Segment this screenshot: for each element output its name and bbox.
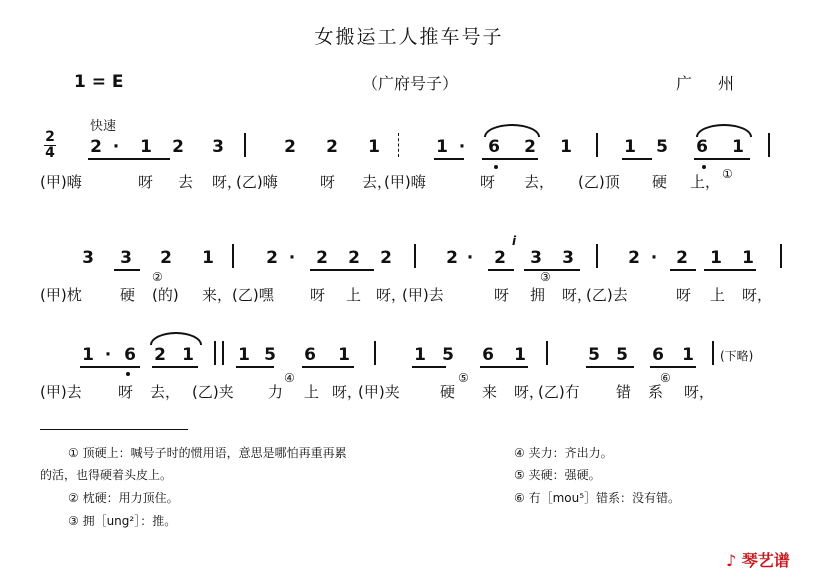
note: 5 (588, 345, 600, 365)
note: 1 (414, 345, 426, 365)
note: 1 (238, 345, 250, 365)
note: 5 (616, 345, 628, 365)
site-logo (726, 548, 790, 571)
note: 2 (446, 248, 458, 268)
lyric: 来 (482, 383, 498, 401)
lyric: 硬 (652, 173, 668, 191)
lyric: (甲)枕 (40, 286, 82, 304)
note: 2 (380, 248, 392, 268)
lyric: (甲)嗨 (40, 173, 82, 191)
lyric: 上， (690, 173, 721, 191)
lyric: 上 (346, 286, 362, 304)
note: 2 (90, 137, 102, 157)
note: 1 (732, 137, 744, 157)
lyric: 硬 (440, 383, 456, 401)
lyric: 呀， (212, 173, 243, 191)
time-signature-top: 2 (45, 129, 55, 145)
note: 2 (172, 137, 184, 157)
lyric: (甲)夹 (358, 383, 400, 401)
lyric: 呀 (138, 173, 154, 191)
footnote-3: ③ 拥［ung²］：推。 (68, 514, 177, 528)
footnote-marker-6: ⑥ (660, 371, 671, 385)
note: 2 (154, 345, 166, 365)
lyrics-line-2 (40, 284, 800, 306)
lyric: 呀 (310, 286, 326, 304)
note: 6 (304, 345, 316, 365)
footnote-1: ① 顶硬上：喊号子时的惯用语，意思是哪怕再重再累 (68, 446, 347, 460)
note: 6 (482, 345, 494, 365)
lyric: 来， (202, 286, 233, 304)
lyric: 去， (524, 173, 555, 191)
lyric: 呀 (676, 286, 692, 304)
lyric: 硬 (120, 286, 136, 304)
time-signature-bottom: 4 (45, 145, 55, 161)
note: 2 (494, 248, 506, 268)
note: 1 (202, 248, 214, 268)
footnote-2: ② 枕硬：用力顶住。 (68, 491, 179, 505)
note: 1 (82, 345, 94, 365)
note: 1 (514, 345, 526, 365)
note: 2 (160, 248, 172, 268)
note: 3 (562, 248, 574, 268)
note: 1 (710, 248, 722, 268)
lyric: 去， (150, 383, 181, 401)
note: 1 (742, 248, 754, 268)
lyric: 上 (710, 286, 726, 304)
dot: · (458, 137, 466, 157)
note: 2 (326, 137, 338, 157)
lyric: (乙)去 (586, 286, 628, 304)
lyric: (乙)冇 (538, 383, 580, 401)
region-label: 广州 (676, 74, 761, 93)
footnote-marker-2: ② (152, 270, 163, 284)
note: 2 (348, 248, 360, 268)
key-signature: 1 = E (74, 72, 124, 92)
lyric: (甲)去 (402, 286, 444, 304)
note: 5 (656, 137, 668, 157)
note: 1 (624, 137, 636, 157)
lyric: 呀， (514, 383, 545, 401)
note: 2 (628, 248, 640, 268)
note: 2 (266, 248, 278, 268)
footnote-marker-4: ④ (284, 371, 295, 385)
footnote-marker-1: ① (722, 167, 733, 181)
genre-label: （广府号子） (362, 74, 459, 93)
lyric: (甲)去 (40, 383, 82, 401)
dot: · (112, 137, 120, 157)
note: 3 (82, 248, 94, 268)
lyric: (乙)嘿 (232, 286, 274, 304)
note: 6 (488, 137, 500, 157)
grace-mark: i (512, 234, 517, 248)
note: 1 (140, 137, 152, 157)
lyric: 去， (362, 173, 393, 191)
note: 1 (338, 345, 350, 365)
note: 6 (652, 345, 664, 365)
footnote-5: ⑤ 夹硬：强硬。 (514, 468, 601, 482)
note: 6 (124, 345, 136, 365)
lyric: 上 (304, 383, 320, 401)
note: 6 (696, 137, 708, 157)
lyrics-line-3 (40, 381, 800, 403)
omission-note: (下略) (720, 349, 754, 363)
note: 1 (182, 345, 194, 365)
footnote-6: ⑥ 冇［mou⁵］错系：没有错。 (514, 491, 681, 505)
lyric: 呀， (332, 383, 363, 401)
footnote-1-cont: 的活，也得硬着头皮上。 (40, 468, 173, 482)
lyric: 系 (648, 383, 664, 401)
tempo-mark: 快速 (90, 119, 117, 134)
dot: · (650, 248, 658, 268)
note: 3 (120, 248, 132, 268)
footnote-marker-5: ⑤ (458, 371, 469, 385)
lyric: 呀 (494, 286, 510, 304)
lyric: (甲)嗨 (384, 173, 426, 191)
lyric: 呀 (480, 173, 496, 191)
lyric: 呀， (376, 286, 407, 304)
lyric: 错 (616, 383, 632, 401)
lyrics-line-1 (40, 171, 800, 193)
note: 1 (560, 137, 572, 157)
note: 3 (212, 137, 224, 157)
note: 2 (316, 248, 328, 268)
note: 1 (436, 137, 448, 157)
dot: · (466, 248, 474, 268)
lyric: (的) (152, 286, 179, 304)
dot: · (288, 248, 296, 268)
lyric: 呀， (684, 383, 715, 401)
note: 1 (368, 137, 380, 157)
note: 3 (530, 248, 542, 268)
lyric: 拥 (530, 286, 546, 304)
dot: · (104, 345, 112, 365)
lyric: 呀 (118, 383, 134, 401)
note: 5 (442, 345, 454, 365)
logo-text: 琴艺谱 (741, 551, 790, 570)
lyric: 力 (268, 383, 284, 401)
note: 2 (284, 137, 296, 157)
song-title: 女搬运工人推车号子 (314, 26, 504, 48)
lyric: (乙)嗨 (236, 173, 278, 191)
lyric: 去 (178, 173, 194, 191)
note: 5 (264, 345, 276, 365)
footnote-separator (40, 429, 188, 430)
lyric: 呀， (562, 286, 593, 304)
lyric: (乙)顶 (578, 173, 620, 191)
lyric: 呀， (742, 286, 773, 304)
footnote-4: ④ 夹力：齐出力。 (514, 446, 613, 460)
lyric: (乙)夹 (192, 383, 234, 401)
footnote-marker-3: ③ (540, 270, 551, 284)
note: 2 (524, 137, 536, 157)
note: 2 (676, 248, 688, 268)
note: 1 (682, 345, 694, 365)
lyric: 呀 (320, 173, 336, 191)
music-note-icon: ♪ (726, 551, 737, 570)
